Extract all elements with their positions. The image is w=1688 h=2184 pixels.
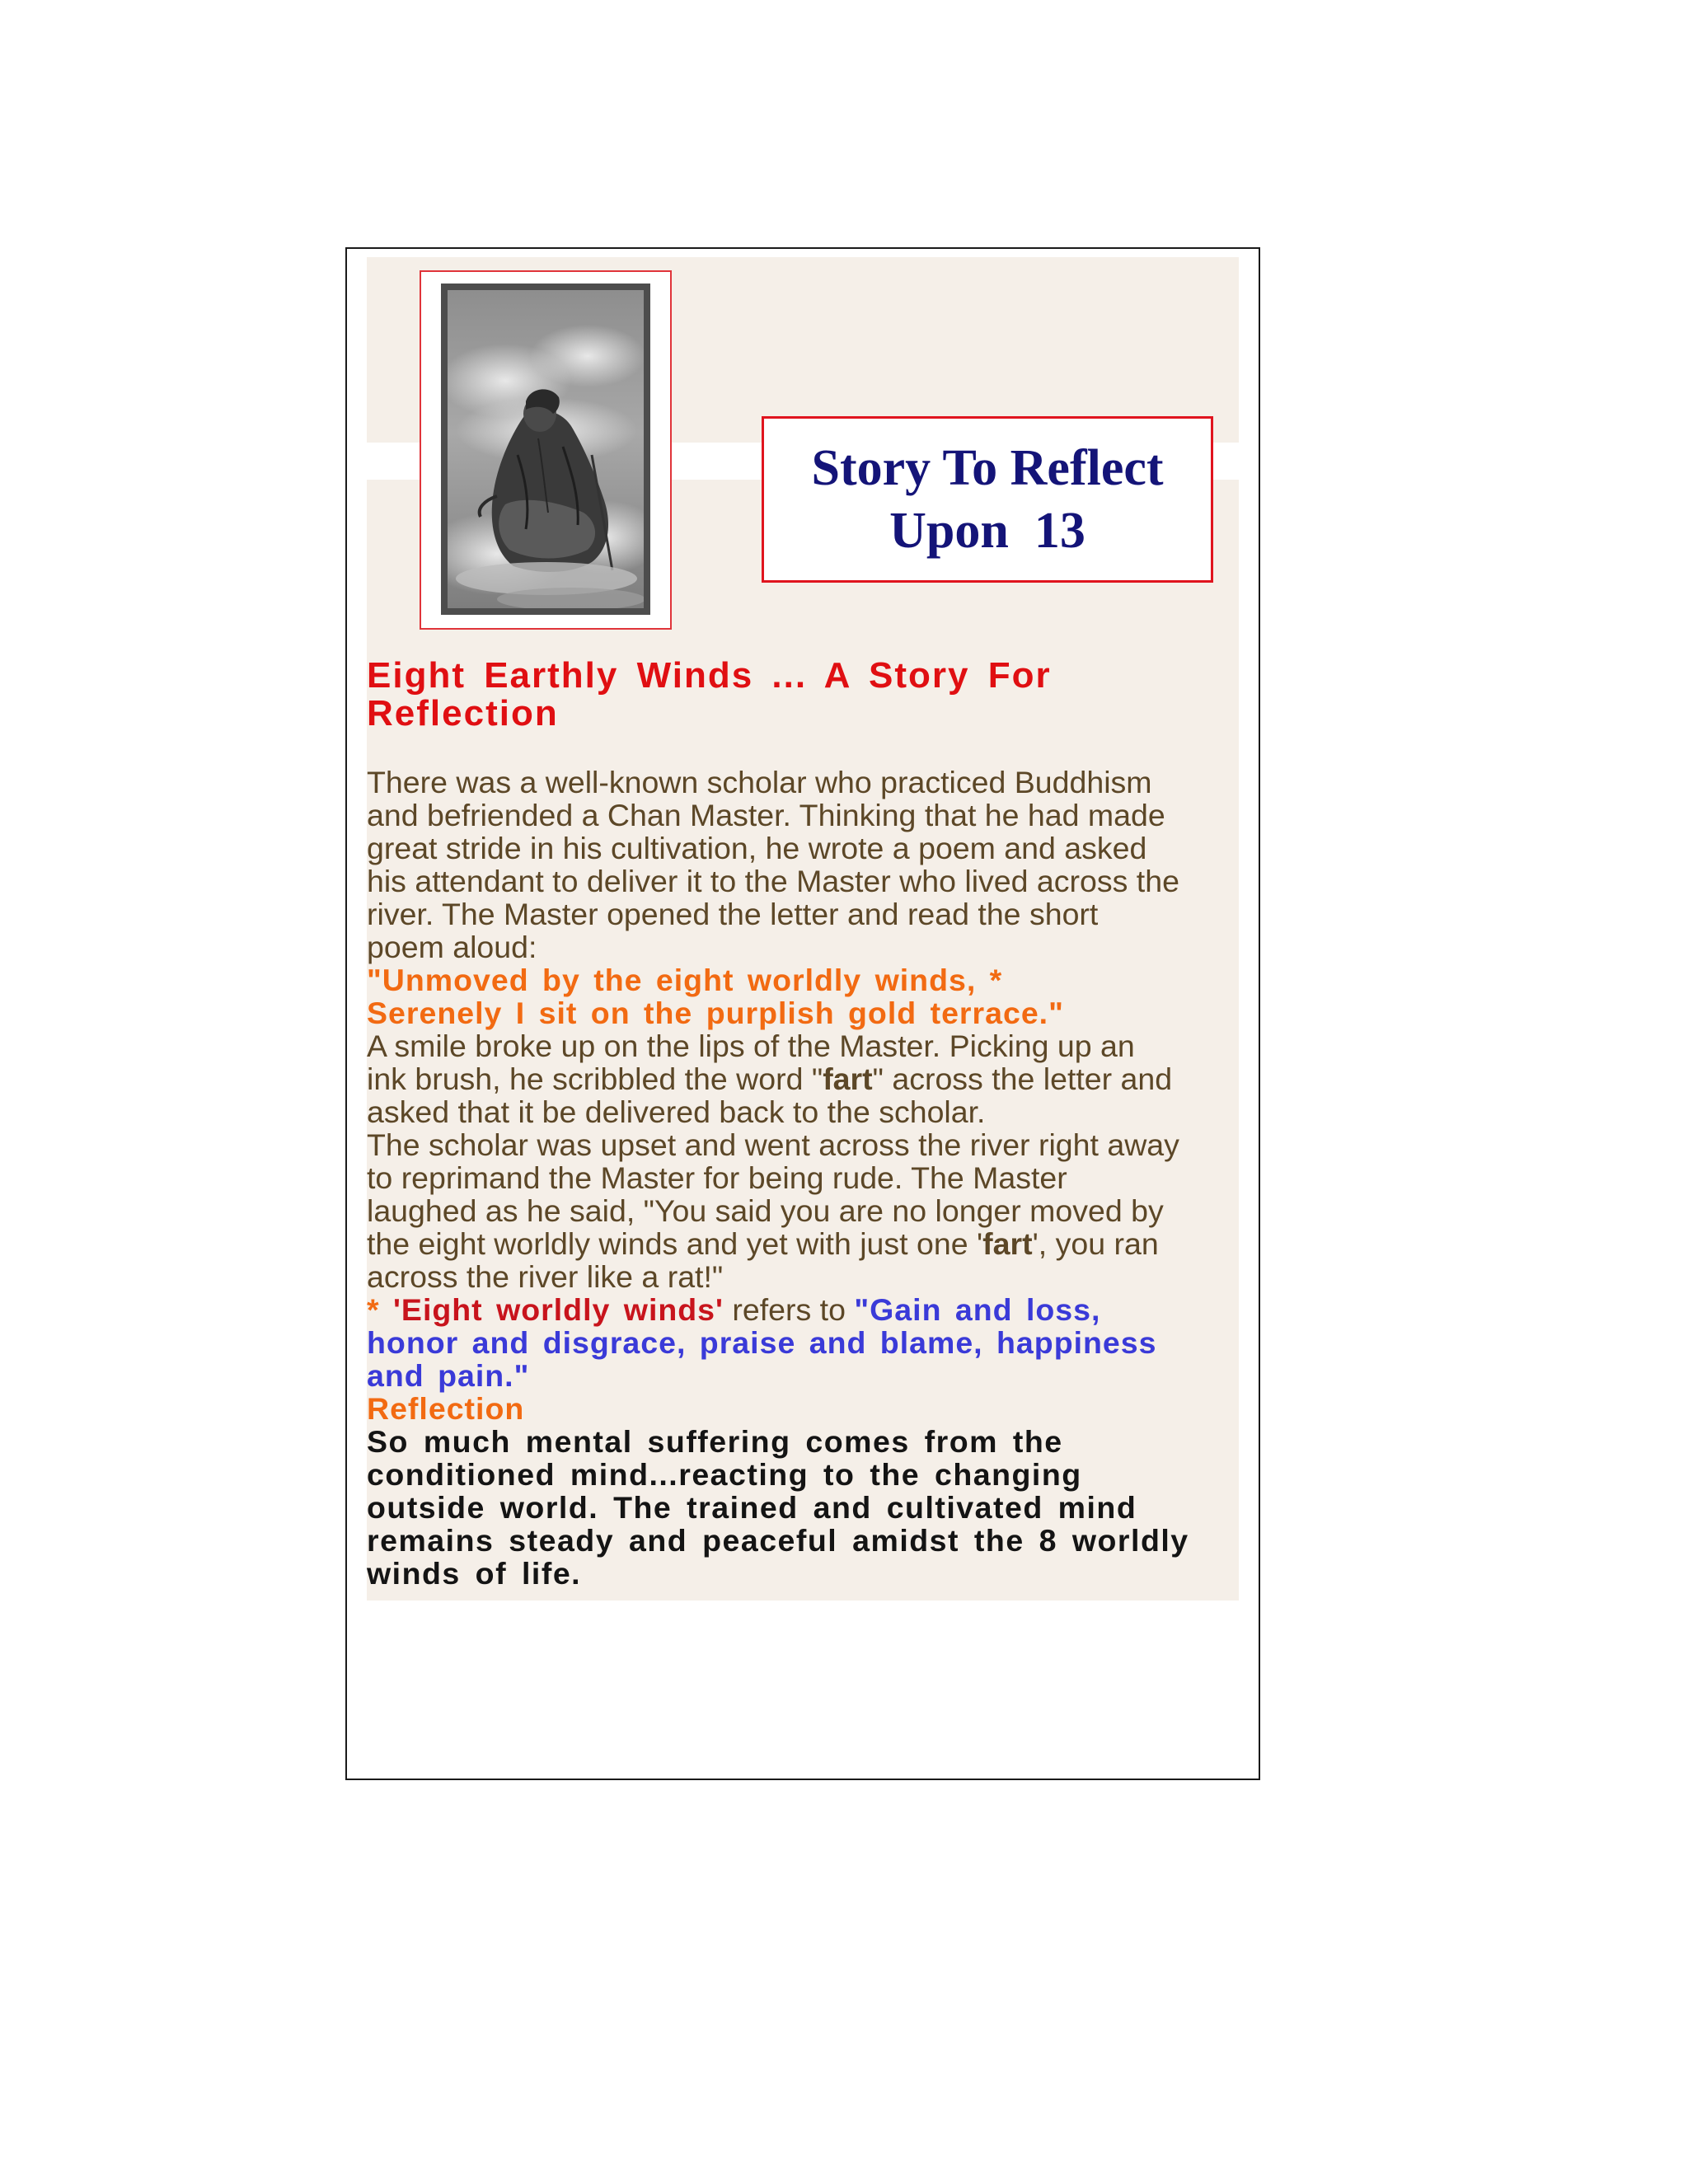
poem-line-2: Serenely I sit on the purplish gold terrace." bbox=[367, 996, 1064, 1030]
page-title bbox=[811, 437, 1163, 562]
story-line: asked that it be delivered back to the scholar. bbox=[367, 1094, 986, 1129]
title-box bbox=[762, 416, 1213, 583]
text-fragment: the eight worldly winds and yet with just one ' bbox=[367, 1226, 983, 1261]
footnote-line-3: and pain." bbox=[367, 1358, 530, 1393]
text-fragment: ink brush, he scribbled the word " bbox=[367, 1062, 823, 1096]
emphasis-word-fart: fart bbox=[982, 1226, 1033, 1261]
heading-line-1: Eight Earthly Winds ... A Story For bbox=[367, 655, 1052, 696]
article-content bbox=[367, 657, 1239, 1590]
footnote-line-2: honor and disgrace, praise and blame, happiness bbox=[367, 1325, 1157, 1360]
reflection-line: remains steady and peaceful amidst the 8 worldly bbox=[367, 1523, 1189, 1558]
reflection-line: conditioned mind...reacting to the changing bbox=[367, 1457, 1082, 1492]
story-line: across the river like a rat!" bbox=[367, 1259, 724, 1294]
story-line: A smile broke up on the lips of the Master. Picking up an bbox=[367, 1029, 1135, 1063]
story-line: great stride in his cultivation, he wrote a poem and asked bbox=[367, 831, 1147, 865]
title-line-1: Story To Reflect bbox=[811, 440, 1164, 496]
ink-painting-of-seated-master-icon bbox=[441, 284, 650, 615]
story-line: to reprimand the Master for being rude. The Master bbox=[367, 1160, 1067, 1195]
story-line bbox=[367, 1062, 1239, 1095]
story-line: and befriended a Chan Master. Thinking that he had made bbox=[367, 798, 1165, 832]
footnote-star: * bbox=[367, 1292, 394, 1327]
reflection-line: outside world. The trained and cultivated mind bbox=[367, 1490, 1137, 1525]
reflection-label: Reflection bbox=[367, 1391, 525, 1426]
story-line: The scholar was upset and went across the river right away bbox=[367, 1127, 1179, 1162]
heading-line-2: Reflection bbox=[367, 693, 559, 733]
story-line: his attendant to deliver it to the Master who lived across the bbox=[367, 864, 1179, 898]
footnote-definition: "Gain and loss, bbox=[854, 1292, 1101, 1327]
emphasis-word-fart: fart bbox=[823, 1062, 873, 1096]
title-line-2: Upon 13 bbox=[889, 503, 1085, 559]
story-line: river. The Master opened the letter and read the short bbox=[367, 897, 1099, 931]
reflection-line: winds of life. bbox=[367, 1556, 582, 1591]
reflection-line: So much mental suffering comes from the bbox=[367, 1424, 1063, 1459]
story-line: poem aloud: bbox=[367, 930, 537, 964]
story-line bbox=[367, 1227, 1239, 1260]
story-line: There was a well-known scholar who practiced Buddhism bbox=[367, 765, 1152, 799]
article-heading bbox=[367, 657, 1239, 733]
footnote-refers: refers to bbox=[723, 1292, 855, 1327]
footnote-term: 'Eight worldly winds' bbox=[393, 1292, 724, 1327]
footnote-line-1 bbox=[367, 1293, 1239, 1326]
poem-line-1: "Unmoved by the eight worldly winds, * bbox=[367, 963, 1003, 997]
image-frame bbox=[420, 270, 672, 630]
story-line: laughed as he said, "You said you are no longer moved by bbox=[367, 1193, 1164, 1228]
story-body bbox=[367, 766, 1239, 1590]
text-fragment: ', you ran bbox=[1032, 1226, 1159, 1261]
text-fragment: " across the letter and bbox=[872, 1062, 1173, 1096]
